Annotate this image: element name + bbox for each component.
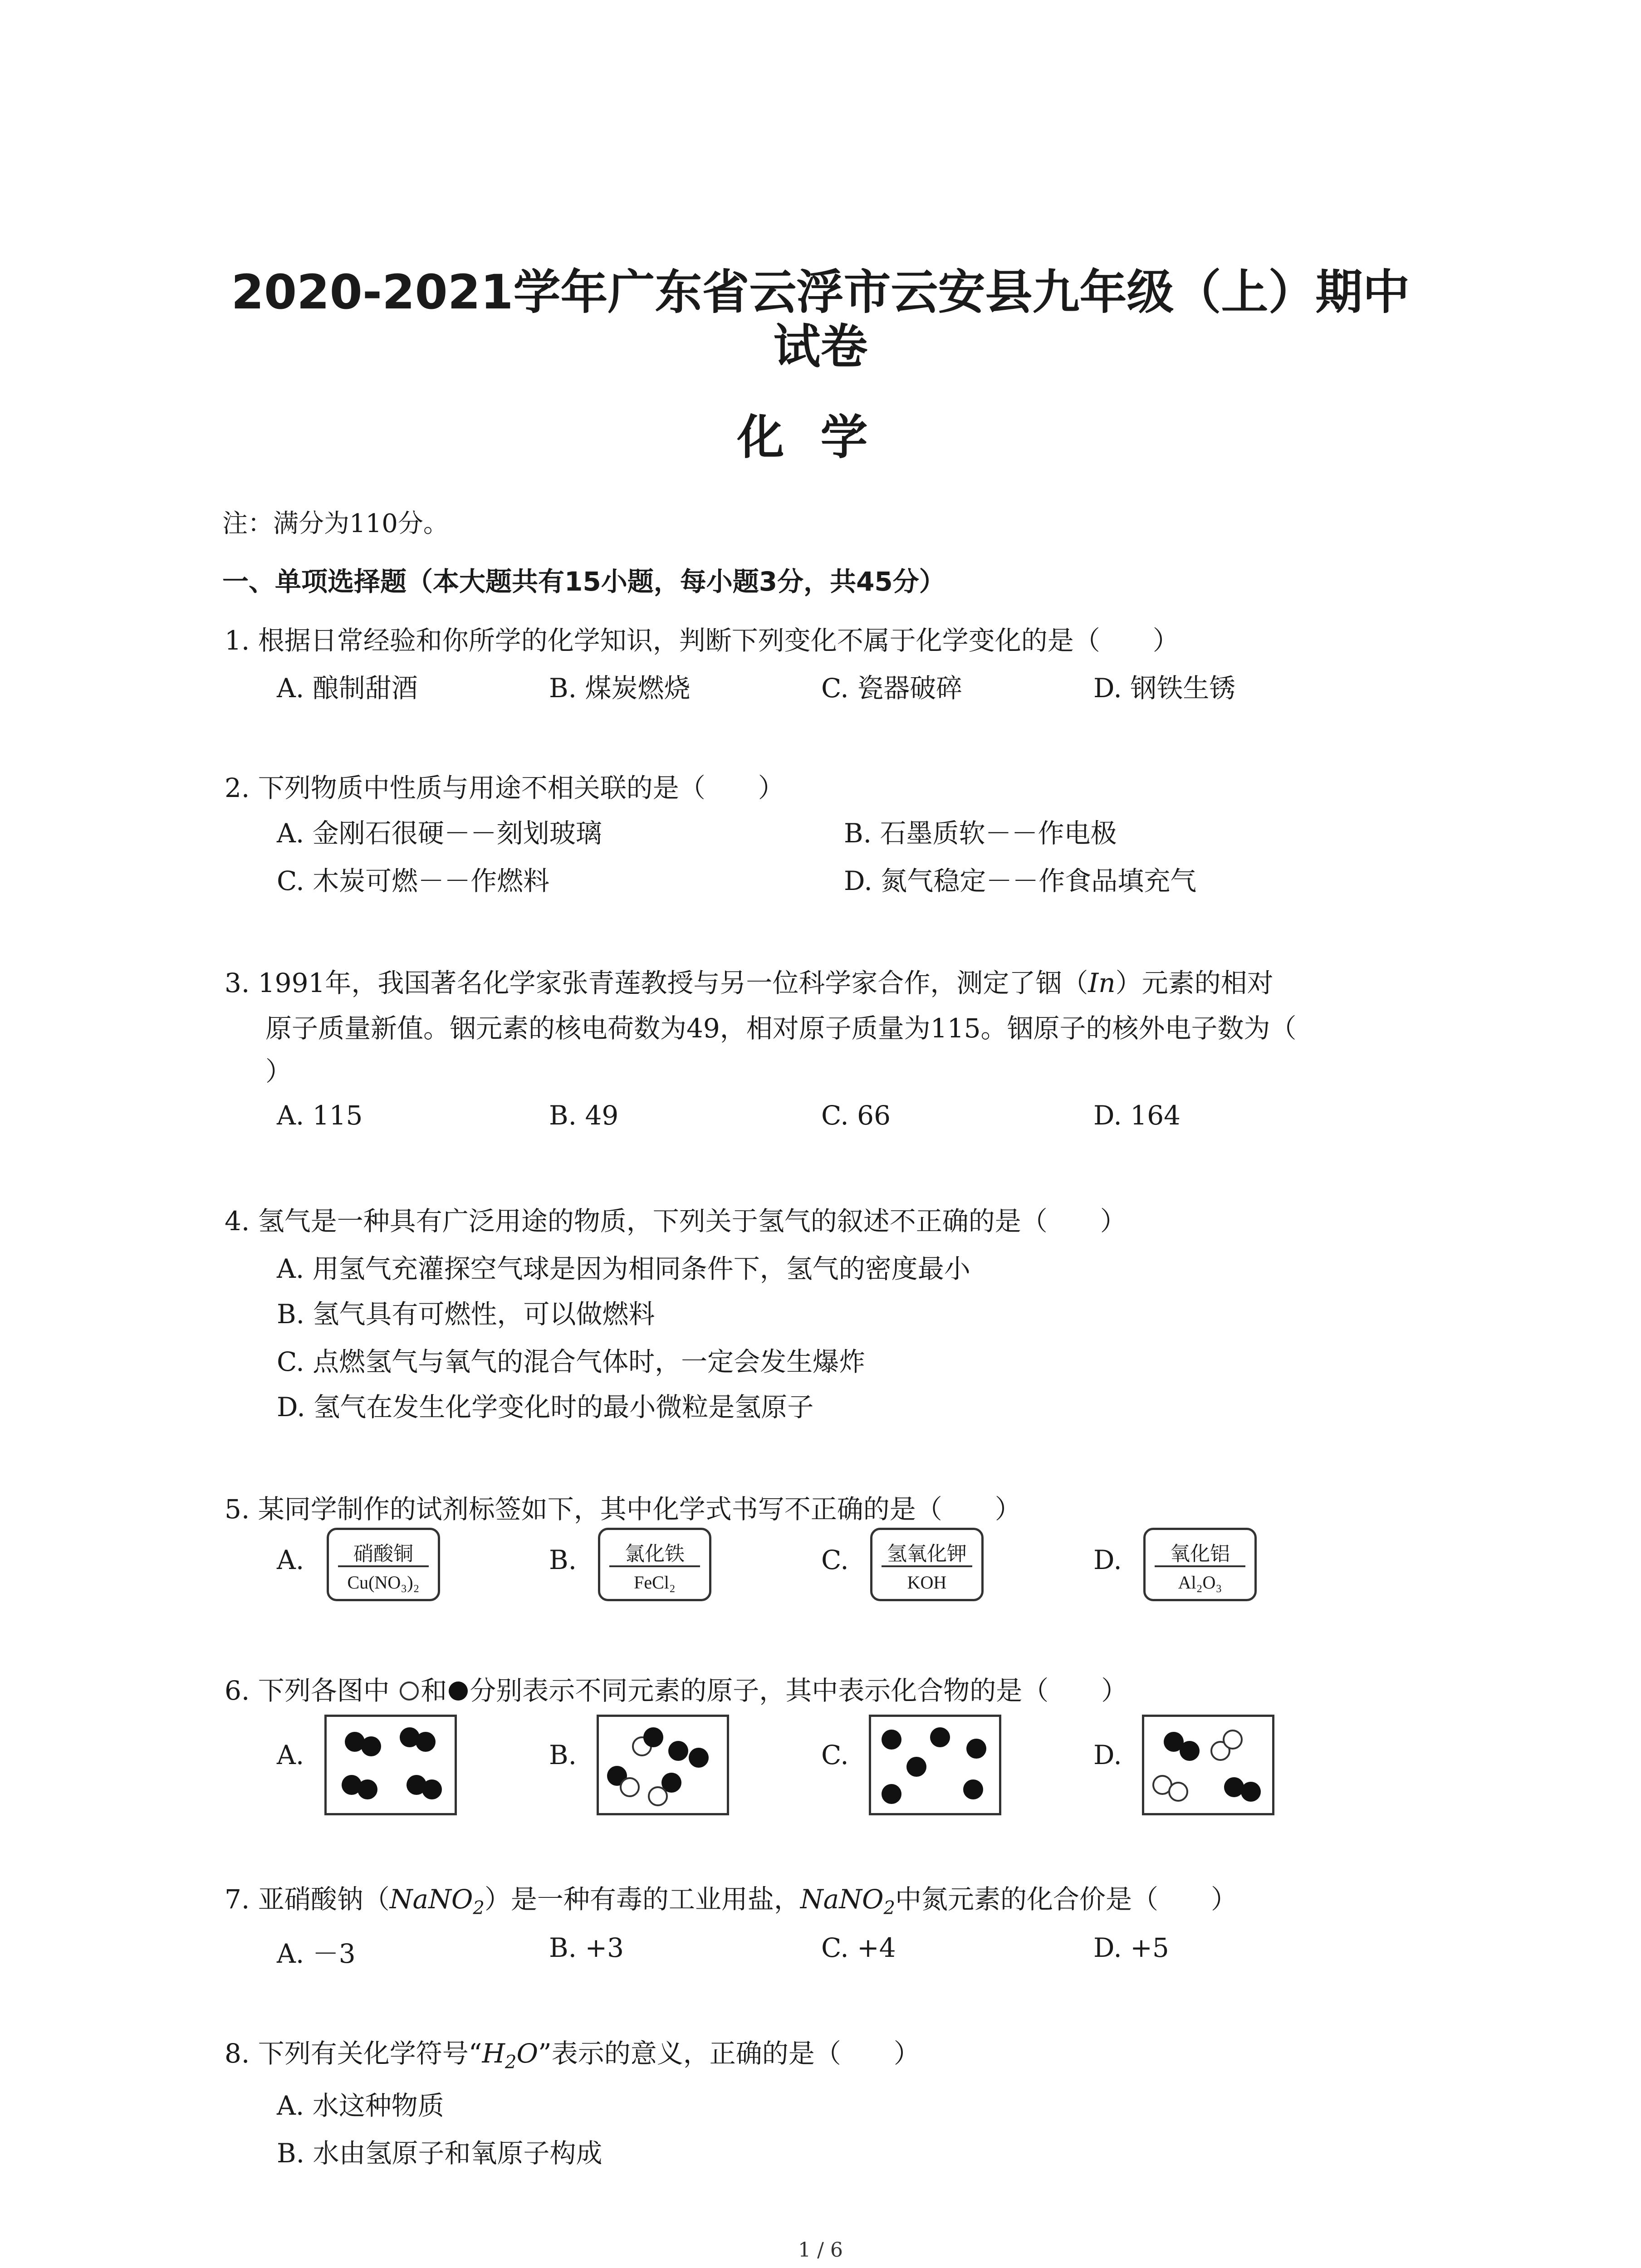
q5-label-c-divider bbox=[882, 1565, 972, 1567]
q5-label-a-formula: Cu(NO₃)₂ bbox=[347, 1572, 420, 1593]
q8-formula-h: H bbox=[482, 2038, 505, 2069]
q8-stem-part-a: 8. 下列有关化学符号“ bbox=[225, 2038, 482, 2069]
q7-option-a[interactable]: A. －3 bbox=[277, 1938, 356, 1969]
q5-label-c-name: 氢氧化钾 bbox=[887, 1542, 967, 1565]
question-6-stem bbox=[225, 1669, 1127, 1707]
q5-label-d-name: 氧化铝 bbox=[1170, 1542, 1230, 1565]
particles-diagram-c bbox=[871, 1717, 1004, 1818]
white-atom-icon bbox=[398, 1680, 421, 1702]
q3-stem-part-a: 3. 1991年，我国著名化学家张青莲教授与另一位科学家合作，测定了铟（ bbox=[225, 968, 1088, 998]
q7-formula-1-sub: 2 bbox=[473, 1897, 485, 1919]
particles-diagram-a bbox=[327, 1717, 459, 1818]
q1-option-b[interactable]: B. 煤炭燃烧 bbox=[549, 673, 691, 704]
q3-element-symbol: In bbox=[1088, 968, 1116, 998]
q6-option-c[interactable]: C. bbox=[821, 1740, 849, 1770]
q6-option-a[interactable]: A. bbox=[277, 1740, 304, 1770]
q5-option-c[interactable]: C. bbox=[821, 1545, 849, 1575]
q7-stem-part-c: 中氮元素的化合价是（ ） bbox=[895, 1884, 1237, 1915]
q2-option-d[interactable]: D. 氮气稳定－－作食品填充气 bbox=[844, 865, 1197, 896]
question-3-stem-line1 bbox=[225, 962, 1274, 1000]
question-3-stem-line3: ） bbox=[265, 1056, 292, 1087]
q5-label-d-formula: Al₂O₃ bbox=[1178, 1572, 1222, 1593]
q8-option-b[interactable]: B. 水由氢原子和氧原子构成 bbox=[277, 2138, 603, 2169]
q6-stem-part-a: 6. 下列各图中 bbox=[225, 1675, 390, 1706]
q3-option-c[interactable]: C. 66 bbox=[821, 1100, 891, 1131]
q7-formula-2-sub: 2 bbox=[883, 1897, 895, 1919]
q5-label-b-formula: FeCl₂ bbox=[634, 1572, 676, 1593]
q7-formula-1: NaNO bbox=[389, 1884, 473, 1915]
q1-option-c[interactable]: C. 瓷器破碎 bbox=[821, 673, 963, 704]
subject-heading: 化学 bbox=[737, 410, 904, 465]
q3-option-b[interactable]: B. 49 bbox=[549, 1100, 619, 1131]
q4-option-a[interactable]: A. 用氢气充灌探空气球是因为相同条件下，氢气的密度最小 bbox=[277, 1253, 970, 1284]
q2-option-c[interactable]: C. 木炭可燃－－作燃料 bbox=[277, 865, 550, 896]
question-4-stem: 4. 氢气是一种具有广泛用途的物质，下列关于氢气的叙述不正确的是（ ） bbox=[225, 1206, 1127, 1237]
q5-option-b[interactable]: B. bbox=[549, 1545, 577, 1575]
q6-option-d[interactable]: D. bbox=[1093, 1740, 1122, 1770]
q6-particle-box-b[interactable] bbox=[597, 1715, 729, 1815]
q3-option-a[interactable]: A. 115 bbox=[277, 1100, 363, 1131]
q7-option-b[interactable]: B. +3 bbox=[549, 1932, 624, 1963]
q5-label-card-b[interactable] bbox=[598, 1528, 711, 1601]
page-title-line2: 试卷 bbox=[773, 319, 868, 374]
page-number: 1 / 6 bbox=[798, 2239, 843, 2262]
q5-label-b-divider bbox=[609, 1565, 700, 1567]
q4-option-b[interactable]: B. 氢气具有可燃性，可以做燃料 bbox=[277, 1299, 655, 1330]
q1-option-a[interactable]: A. 酿制甜酒 bbox=[277, 673, 418, 704]
q6-option-b[interactable]: B. bbox=[549, 1740, 577, 1770]
q5-label-c-formula: KOH bbox=[907, 1572, 947, 1593]
page-title-line1: 2020-2021学年广东省云浮市云安县九年级（上）期中 bbox=[231, 264, 1410, 320]
q5-option-d[interactable]: D. bbox=[1093, 1545, 1122, 1575]
question-8-stem bbox=[225, 2032, 920, 2073]
question-5-stem: 5. 某同学制作的试剂标签如下，其中化学式书写不正确的是（ ） bbox=[225, 1494, 1021, 1525]
question-1-stem: 1. 根据日常经验和你所学的化学知识，判断下列变化不属于化学变化的是（ ） bbox=[225, 625, 1179, 656]
question-3-stem-line2: 原子质量新值。铟元素的核电荷数为49，相对原子质量为115。铟原子的核外电子数为（ bbox=[265, 1013, 1297, 1044]
q7-formula-2: NaNO bbox=[800, 1884, 884, 1915]
q5-label-a-name: 硝酸铜 bbox=[353, 1542, 413, 1565]
q8-formula-o: O bbox=[516, 2038, 539, 2069]
q4-option-d[interactable]: D. 氢气在发生化学变化时的最小微粒是氢原子 bbox=[277, 1392, 814, 1422]
q8-stem-part-b: ”表示的意义，正确的是（ ） bbox=[538, 2038, 920, 2069]
section-heading: 一、单项选择题（本大题共有15小题，每小题3分，共45分） bbox=[222, 566, 945, 597]
q5-option-a[interactable]: A. bbox=[277, 1545, 304, 1575]
q6-stem-part-c: 分别表示不同元素的原子，其中表示化合物的是（ ） bbox=[470, 1675, 1128, 1706]
q8-formula-sub: 2 bbox=[505, 2052, 517, 2073]
particles-diagram-d bbox=[1144, 1717, 1277, 1818]
q2-option-a[interactable]: A. 金刚石很硬－－刻划玻璃 bbox=[277, 818, 602, 849]
q5-label-d-divider bbox=[1155, 1565, 1245, 1567]
q2-option-b[interactable]: B. 石墨质软－－作电极 bbox=[844, 818, 1117, 849]
q7-stem-part-a: 7. 亚硝酸钠（ bbox=[225, 1884, 390, 1915]
question-2-stem: 2. 下列物质中性质与用途不相关联的是（ ） bbox=[225, 772, 784, 803]
q5-label-b-name: 氯化铁 bbox=[625, 1542, 685, 1565]
q1-option-d[interactable]: D. 钢铁生锈 bbox=[1093, 673, 1236, 704]
q6-particle-box-d[interactable] bbox=[1142, 1715, 1274, 1815]
q7-stem-part-b: ）是一种有毒的工业用盐， bbox=[484, 1884, 800, 1915]
q5-label-a-divider bbox=[338, 1565, 429, 1567]
score-note: 注：满分为110分。 bbox=[222, 509, 449, 538]
q5-label-card-d[interactable] bbox=[1143, 1528, 1257, 1601]
q5-label-card-a[interactable] bbox=[327, 1528, 440, 1601]
question-7-stem bbox=[225, 1878, 1237, 1919]
q7-option-c[interactable]: C. +4 bbox=[821, 1932, 896, 1963]
q4-option-c[interactable]: C. 点燃氢气与氧气的混合气体时，一定会发生爆炸 bbox=[277, 1346, 866, 1377]
black-atom-icon bbox=[447, 1680, 470, 1702]
q6-particle-box-a[interactable] bbox=[324, 1715, 457, 1815]
q3-option-d[interactable]: D. 164 bbox=[1093, 1100, 1181, 1131]
q6-stem-part-b: 和 bbox=[421, 1675, 447, 1706]
q8-option-a[interactable]: A. 水这种物质 bbox=[277, 2090, 444, 2121]
q5-label-card-c[interactable] bbox=[870, 1528, 984, 1601]
q6-particle-box-c[interactable] bbox=[869, 1715, 1001, 1815]
q3-stem-part-b: ）元素的相对 bbox=[1115, 968, 1274, 998]
q7-option-d[interactable]: D. +5 bbox=[1093, 1932, 1169, 1963]
particles-diagram-b bbox=[599, 1717, 731, 1818]
